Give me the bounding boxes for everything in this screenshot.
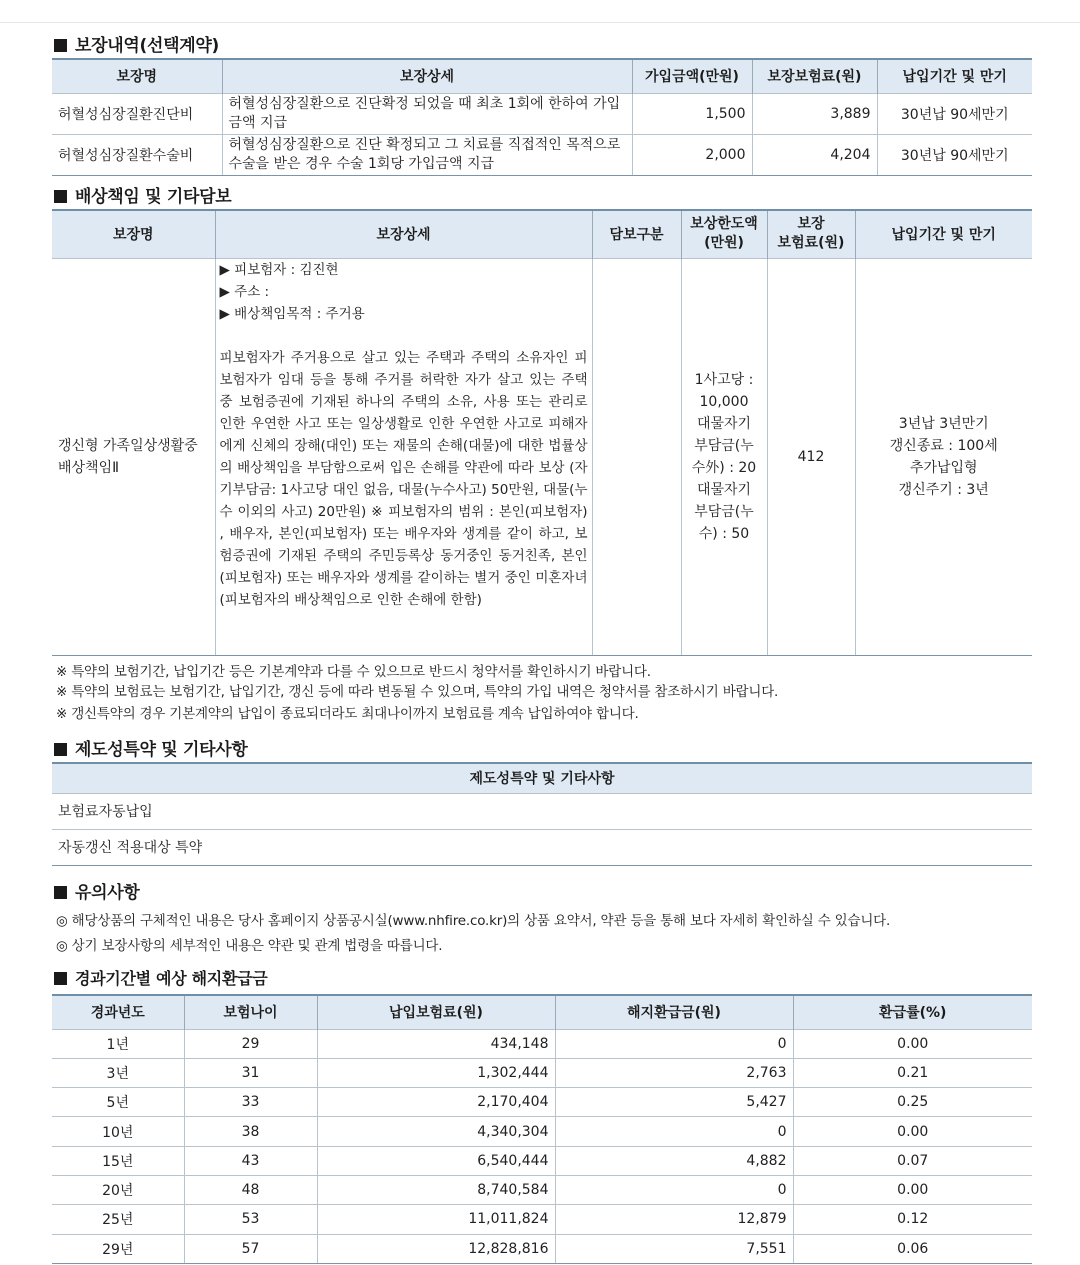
col-header: 납입기간 및 만기 bbox=[877, 59, 1032, 93]
paid-premium: 1,302,444 bbox=[317, 1058, 555, 1087]
elapsed-year: 5년 bbox=[52, 1088, 184, 1117]
refund-rate: 0.00 bbox=[793, 1029, 1032, 1058]
refund-amount: 4,882 bbox=[555, 1146, 793, 1175]
refund-amount: 0 bbox=[555, 1029, 793, 1058]
col-header: 보험나이 bbox=[184, 995, 317, 1029]
note: ※ 갱신특약의 경우 기본계약의 납입이 종료되더라도 최대나이까지 보험료를 계속 납입하여야 합니다. bbox=[56, 706, 639, 722]
refund-rate: 0.25 bbox=[793, 1088, 1032, 1117]
col-header: 보장상세 bbox=[222, 59, 632, 93]
insured-person: ▶ 피보험자 : 김진현 bbox=[219, 261, 339, 278]
coverage-detail: 허혈성심장질환으로 진단확정 되었을 때 최초 1회에 한하여 가입금액 지급 bbox=[222, 93, 632, 134]
section-title-liability: 배상책임 및 기타담보 bbox=[54, 182, 231, 207]
elapsed-year: 1년 bbox=[52, 1029, 184, 1058]
col-header: 보장보험료(원) bbox=[752, 59, 877, 93]
refund-amount: 0 bbox=[555, 1175, 793, 1204]
liability-name: 갱신형 가족일상생활중 배상책임Ⅱ bbox=[52, 258, 215, 655]
paid-premium: 4,340,304 bbox=[317, 1117, 555, 1146]
elapsed-year: 15년 bbox=[52, 1146, 184, 1175]
caution-item: ◎ 해당상품의 구체적인 내용은 당사 홈페이지 상품공시실(www.nhfire.co.kr)의 상품 요약서, 약관 등을 통해 보다 자세히 확인하실 수 있습니다. bbox=[56, 913, 891, 929]
coverage-name: 허혈성심장질환수술비 bbox=[52, 134, 222, 175]
paid-premium: 8,740,584 bbox=[317, 1175, 555, 1204]
square-bullet-icon bbox=[54, 190, 67, 203]
liability-description: 피보험자가 주거용으로 살고 있는 주택과 주택의 소유자인 피보험자가 임대 등을 통해 주거를 허락한 자가 살고 있는 주택 중 보험증권에 기재된 하나의 주택의 소유, 사용 또는 관리로 인한 우연한 사고 또는 일상생활로 인한 우연한 사고로 피해자에게 신체의 장해(대인) 또는 재물의 손해(대물)에 대한 법률상의 배상책임을 부담함으로써 입은 손해를 약관에 따라 보상 (자기부담금: 1사고당 대인 없음, 대물(누수사고) 50만원, 대물(누수 이외의 사고) 20만원) ※ 피보험자의 범위 : 본인(피보험자) , 배우자, 본인(피보험자) 또는 배우자와 생계를 같이 하고, 보험증권에 기재된 주택의 주민등록상 동거중인 동거친족, 본인(피보험자) 또는 배우자와 생계를 같이하는 별거 중인 미혼자녀(피보험자의 배상책임으로 인한 손해에 한함) bbox=[219, 349, 588, 608]
table-row bbox=[52, 258, 1032, 655]
coverage-name: 허혈성심장질환진단비 bbox=[52, 93, 222, 134]
paid-premium: 434,148 bbox=[317, 1029, 555, 1058]
col-header: 납입보험료(원) bbox=[317, 995, 555, 1029]
col-header: 환급률(%) bbox=[793, 995, 1032, 1029]
elapsed-year: 29년 bbox=[52, 1234, 184, 1263]
coverage-period: 30년납 90세만기 bbox=[877, 134, 1032, 175]
refund-rate: 0.06 bbox=[793, 1234, 1032, 1263]
table-row bbox=[52, 134, 1032, 175]
insured-age: 57 bbox=[184, 1234, 317, 1263]
caution-item: ◎ 상기 보장사항의 세부적인 내용은 약관 및 관계 법령을 따릅니다. bbox=[56, 938, 443, 954]
col-header: 보장명 bbox=[52, 210, 215, 258]
table-row bbox=[52, 1117, 1032, 1146]
note: ※ 특약의 보험기간, 납입기간 등은 기본계약과 다를 수 있으므로 반드시 청약서를 확인하시기 바랍니다. bbox=[56, 664, 651, 680]
col-header: 보장상세 bbox=[215, 210, 592, 258]
section-title-caution: 유의사항 bbox=[54, 878, 140, 903]
table-row bbox=[52, 1029, 1032, 1058]
insured-age: 31 bbox=[184, 1058, 317, 1087]
refund-amount: 5,427 bbox=[555, 1088, 793, 1117]
col-header: 보장 보험료(원) bbox=[767, 210, 855, 258]
refund-amount: 7,551 bbox=[555, 1234, 793, 1263]
liability-category bbox=[592, 258, 681, 655]
table-row bbox=[52, 1088, 1032, 1117]
col-header: 가입금액(만원) bbox=[632, 59, 752, 93]
coverage-amount: 2,000 bbox=[632, 134, 752, 175]
system-item: 자동갱신 적용대상 특약 bbox=[52, 829, 1032, 865]
col-header: 보상한도액 (만원) bbox=[681, 210, 767, 258]
insured-age: 33 bbox=[184, 1088, 317, 1117]
address: ▶ 주소 : bbox=[219, 283, 270, 300]
system-table bbox=[52, 762, 1032, 866]
refund-rate: 0.12 bbox=[793, 1205, 1032, 1234]
insured-age: 48 bbox=[184, 1175, 317, 1204]
paid-premium: 11,011,824 bbox=[317, 1205, 555, 1234]
table-row bbox=[52, 829, 1032, 865]
coverage-period: 30년납 90세만기 bbox=[877, 93, 1032, 134]
paid-premium: 2,170,404 bbox=[317, 1088, 555, 1117]
refund-rate: 0.00 bbox=[793, 1117, 1032, 1146]
top-divider bbox=[0, 22, 1080, 23]
col-header: 담보구분 bbox=[592, 210, 681, 258]
refund-amount: 2,763 bbox=[555, 1058, 793, 1087]
section-title-refund: 경과기간별 예상 해지환급금 bbox=[54, 966, 267, 989]
coverage-premium: 4,204 bbox=[752, 134, 877, 175]
col-header: 제도성특약 및 기타사항 bbox=[52, 763, 1032, 793]
system-item: 보험료자동납입 bbox=[52, 793, 1032, 829]
liability-period: 3년납 3년만기 갱신종료 : 100세 추가납입형 갱신주기 : 3년 bbox=[855, 258, 1032, 655]
square-bullet-icon bbox=[54, 886, 67, 899]
paid-premium: 12,828,816 bbox=[317, 1234, 555, 1263]
insured-age: 38 bbox=[184, 1117, 317, 1146]
liability-purpose: ▶ 배상책임목적 : 주거용 bbox=[219, 305, 365, 322]
square-bullet-icon bbox=[54, 743, 67, 756]
table-row bbox=[52, 1205, 1032, 1234]
coverage-table bbox=[52, 58, 1032, 176]
insured-age: 29 bbox=[184, 1029, 317, 1058]
elapsed-year: 10년 bbox=[52, 1117, 184, 1146]
refund-amount: 0 bbox=[555, 1117, 793, 1146]
insured-age: 43 bbox=[184, 1146, 317, 1175]
liability-table bbox=[52, 209, 1032, 656]
col-header: 경과년도 bbox=[52, 995, 184, 1029]
table-row bbox=[52, 1146, 1032, 1175]
liability-premium: 412 bbox=[767, 258, 855, 655]
table-row bbox=[52, 1058, 1032, 1087]
table-row bbox=[52, 1175, 1032, 1204]
coverage-amount: 1,500 bbox=[632, 93, 752, 134]
coverage-premium: 3,889 bbox=[752, 93, 877, 134]
insured-age: 53 bbox=[184, 1205, 317, 1234]
col-header: 보장명 bbox=[52, 59, 222, 93]
refund-table bbox=[52, 994, 1032, 1264]
refund-rate: 0.21 bbox=[793, 1058, 1032, 1087]
coverage-detail: 허혈성심장질환으로 진단 확정되고 그 치료를 직접적인 목적으로 수술을 받은 경우 수술 1회당 가입금액 지급 bbox=[222, 134, 632, 175]
paid-premium: 6,540,444 bbox=[317, 1146, 555, 1175]
section-title-coverage: 보장내역(선택계약) bbox=[54, 31, 219, 56]
table-row bbox=[52, 93, 1032, 134]
elapsed-year: 20년 bbox=[52, 1175, 184, 1204]
liability-limit: 1사고당 : 10,000 대물자기 부담금(누 수外) : 20 대물자기 부담금(누 수) : 50 bbox=[681, 258, 767, 655]
elapsed-year: 3년 bbox=[52, 1058, 184, 1087]
square-bullet-icon bbox=[54, 972, 67, 985]
table-row bbox=[52, 1234, 1032, 1263]
refund-rate: 0.07 bbox=[793, 1146, 1032, 1175]
square-bullet-icon bbox=[54, 39, 67, 52]
elapsed-year: 25년 bbox=[52, 1205, 184, 1234]
liability-detail bbox=[215, 258, 592, 655]
refund-amount: 12,879 bbox=[555, 1205, 793, 1234]
section-title-system: 제도성특약 및 기타사항 bbox=[54, 735, 247, 760]
table-row bbox=[52, 793, 1032, 829]
note: ※ 특약의 보험료는 보험기간, 납입기간, 갱신 등에 따라 변동될 수 있으며, 특약의 가입 내역은 청약서를 참조하시기 바랍니다. bbox=[56, 684, 779, 700]
col-header: 납입기간 및 만기 bbox=[855, 210, 1032, 258]
col-header: 해지환급금(원) bbox=[555, 995, 793, 1029]
refund-rate: 0.00 bbox=[793, 1175, 1032, 1204]
